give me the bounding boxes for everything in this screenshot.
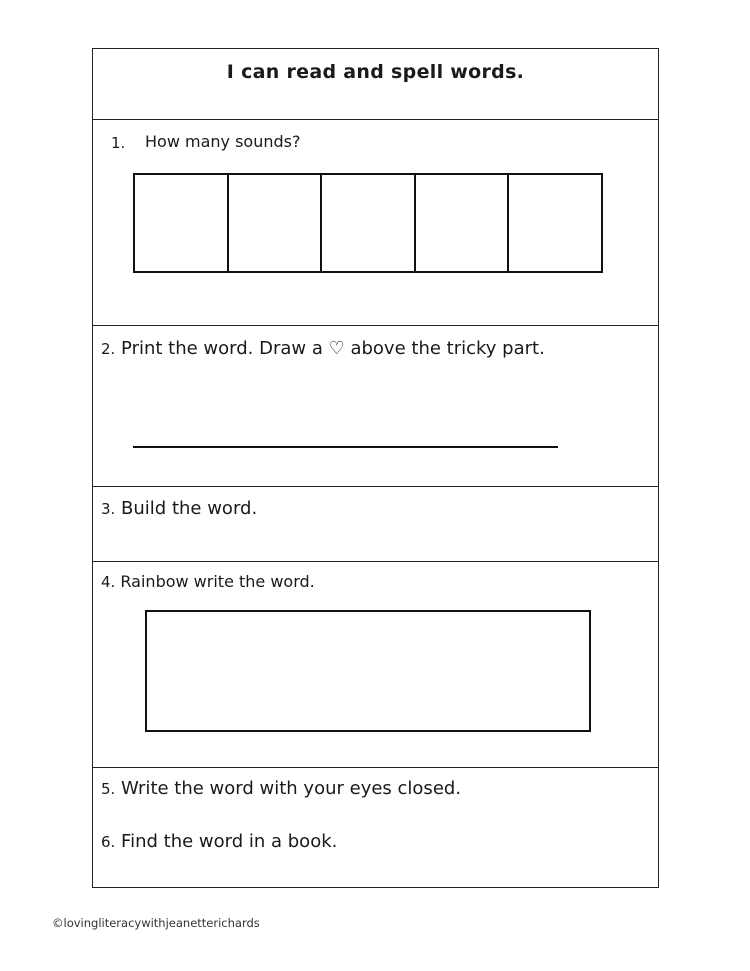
question-5 [101,778,461,799]
question-4-text: Rainbow write the word. [120,572,315,591]
question-2-number: 2. [101,340,116,358]
question-5-number: 5. [101,780,116,798]
question-3 [101,498,257,519]
sound-box[interactable] [322,175,416,271]
question-3-number: 3. [101,500,116,518]
question-5-text: Write the word with your eyes closed. [121,778,462,799]
question-1-row [93,120,658,326]
sound-boxes [133,173,603,273]
question-4 [101,572,315,591]
writing-line[interactable] [133,446,558,448]
worksheet [92,48,659,888]
question-4-row [93,562,658,768]
sound-box[interactable] [509,175,601,271]
sound-box[interactable] [416,175,510,271]
question-5-6-row [93,768,658,887]
copyright-footer: ©lovingliteracywithjeanetterichards [52,916,260,930]
question-2-text: Print the word. Draw a ♡ above the tricky part. [121,338,545,359]
question-4-number: 4. [101,573,116,591]
page-title: I can read and spell words. [226,61,525,83]
sound-box[interactable] [229,175,323,271]
sound-box[interactable] [135,175,229,271]
question-6-text: Find the word in a book. [121,831,338,852]
rainbow-write-box[interactable] [145,610,591,732]
question-3-text: Build the word. [121,498,258,519]
question-1-text: How many sounds? [145,132,301,151]
title-row [93,49,658,120]
question-6 [101,831,337,852]
question-3-row [93,487,658,562]
question-6-number: 6. [101,833,116,851]
question-2-row [93,326,658,487]
question-2 [101,338,545,359]
question-1-number: 1. [111,134,126,152]
